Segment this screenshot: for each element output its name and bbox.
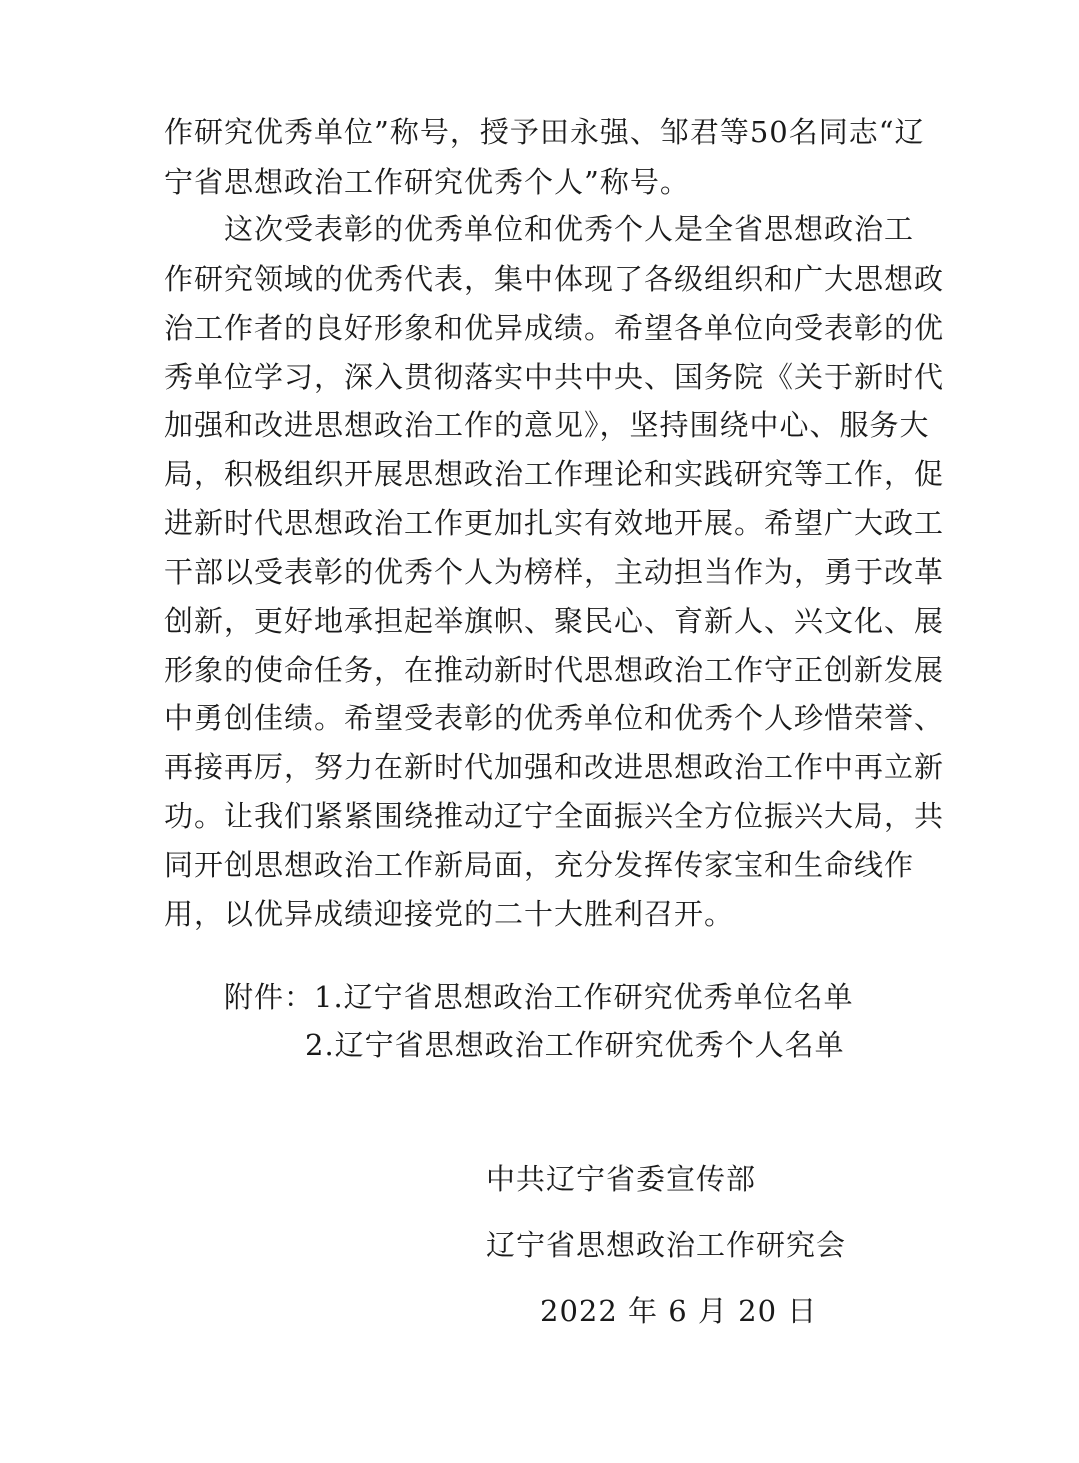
- body-line-10: 形象的使命任务，在推动新时代思想政治工作守正创新发展: [164, 653, 945, 687]
- signature-org-2: 辽宁省思想政治工作研究会: [486, 1228, 847, 1262]
- body-line-6: 局，积极组织开展思想政治工作理论和实践研究等工作，促: [164, 457, 945, 491]
- body-line-11: 中勇创佳绩。希望受表彰的优秀单位和优秀个人珍惜荣誉、: [164, 701, 945, 735]
- body-line-9: 创新，更好地承担起举旗帜、聚民心、育新人、兴文化、展: [164, 604, 945, 638]
- body-line-13: 功。让我们紧紧围绕推动辽宁全面振兴全方位振兴大局，共: [164, 799, 945, 833]
- body-line-2: 作研究领域的优秀代表，集中体现了各级组织和广大思想政: [164, 262, 945, 296]
- body-line-15: 用，以优异成绩迎接党的二十大胜利召开。: [164, 897, 735, 931]
- signature-org-1: 中共辽宁省委宣传部: [486, 1162, 757, 1196]
- body-line-4: 秀单位学习，深入贯彻落实中共中央、国务院《关于新时代: [164, 360, 945, 394]
- body-line-5: 加强和改进思想政治工作的意见》，坚持围绕中心、服务大: [164, 408, 930, 442]
- body-line-12: 再接再厉，努力在新时代加强和改进思想政治工作中再立新: [164, 750, 945, 784]
- body-line-8: 干部以受表彰的优秀个人为榜样，主动担当作为，勇于改革: [164, 555, 945, 589]
- body-line-3: 治工作者的良好形象和优异成绩。希望各单位向受表彰的优: [164, 311, 945, 345]
- intro-line-1: 作研究优秀单位”称号，授予田永强、邹君等50名同志“辽: [164, 115, 925, 149]
- attachment-line-1: 附件：1.辽宁省思想政治工作研究优秀单位名单: [224, 980, 854, 1014]
- intro-line-2: 宁省思想政治工作研究优秀个人”称号。: [164, 165, 690, 199]
- body-line-1: 这次受表彰的优秀单位和优秀个人是全省思想政治工: [224, 212, 915, 246]
- body-line-7: 进新时代思想政治工作更加扎实有效地开展。希望广大政工: [164, 506, 945, 540]
- signature-date: 2022 年 6 月 20 日: [540, 1294, 818, 1328]
- body-line-14: 同开创思想政治工作新局面，充分发挥传家宝和生命线作: [164, 848, 915, 882]
- attachment-line-2: 2.辽宁省思想政治工作研究优秀个人名单: [305, 1028, 845, 1062]
